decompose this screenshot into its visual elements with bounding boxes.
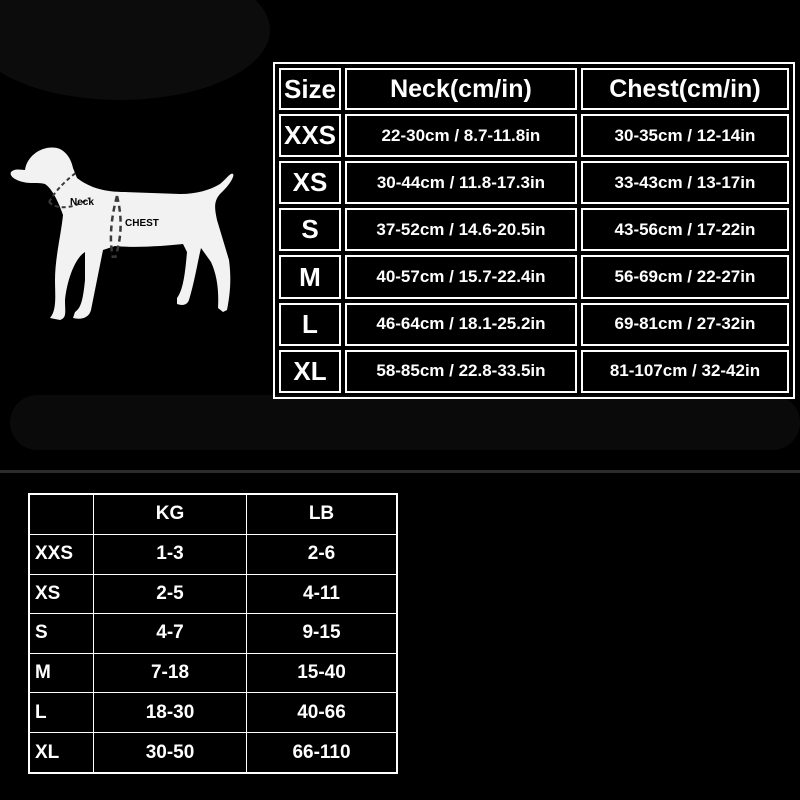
kg-cell: 7-18 bbox=[94, 653, 247, 693]
neck-cell: 37-52cm / 14.6-20.5in bbox=[345, 208, 577, 251]
table-row bbox=[29, 574, 397, 614]
neck-label: Neck bbox=[70, 197, 94, 208]
neck-cell: 30-44cm / 11.8-17.3in bbox=[345, 161, 577, 204]
table-row bbox=[29, 693, 397, 733]
size-cell: M bbox=[29, 653, 94, 693]
chest-header: Chest(cm/in) bbox=[581, 68, 789, 110]
table-row bbox=[279, 255, 789, 298]
background-shadow bbox=[10, 395, 800, 450]
dog-silhouette-icon bbox=[5, 140, 245, 330]
chest-cell: 33-43cm / 13-17in bbox=[581, 161, 789, 204]
size-cell: XS bbox=[279, 161, 341, 204]
chest-cell: 56-69cm / 22-27in bbox=[581, 255, 789, 298]
size-cell: S bbox=[279, 208, 341, 251]
size-cell: S bbox=[29, 614, 94, 654]
size-cell: M bbox=[279, 255, 341, 298]
table-row bbox=[279, 161, 789, 204]
neck-header: Neck(cm/in) bbox=[345, 68, 577, 110]
kg-cell: 2-5 bbox=[94, 574, 247, 614]
table-row bbox=[279, 208, 789, 251]
weight-corner-cell bbox=[29, 494, 94, 534]
size-cell: XL bbox=[29, 733, 94, 773]
size-cell: L bbox=[29, 693, 94, 733]
kg-cell: 18-30 bbox=[94, 693, 247, 733]
table-row bbox=[29, 733, 397, 773]
table-row bbox=[29, 534, 397, 574]
size-cell: L bbox=[279, 303, 341, 346]
table-row bbox=[279, 114, 789, 157]
neck-cell: 40-57cm / 15.7-22.4in bbox=[345, 255, 577, 298]
weight-chart-table bbox=[28, 493, 398, 774]
table-row bbox=[29, 614, 397, 654]
chest-cell: 69-81cm / 27-32in bbox=[581, 303, 789, 346]
size-cell: XXS bbox=[279, 114, 341, 157]
kg-cell: 4-7 bbox=[94, 614, 247, 654]
kg-cell: 1-3 bbox=[94, 534, 247, 574]
size-chart-header-row bbox=[279, 68, 789, 110]
size-header: Size bbox=[279, 68, 341, 110]
chest-label: CHEST bbox=[125, 218, 159, 229]
neck-cell: 58-85cm / 22.8-33.5in bbox=[345, 350, 577, 393]
size-cell: XXS bbox=[29, 534, 94, 574]
section-divider bbox=[0, 470, 800, 473]
chest-cell: 81-107cm / 32-42in bbox=[581, 350, 789, 393]
neck-cell: 46-64cm / 18.1-25.2in bbox=[345, 303, 577, 346]
lb-cell: 40-66 bbox=[247, 693, 398, 733]
table-row bbox=[279, 303, 789, 346]
size-cell: XL bbox=[279, 350, 341, 393]
chest-cell: 43-56cm / 17-22in bbox=[581, 208, 789, 251]
lb-cell: 4-11 bbox=[247, 574, 398, 614]
lb-header: LB bbox=[247, 494, 398, 534]
neck-cell: 22-30cm / 8.7-11.8in bbox=[345, 114, 577, 157]
size-cell: XS bbox=[29, 574, 94, 614]
lb-cell: 2-6 bbox=[247, 534, 398, 574]
kg-header: KG bbox=[94, 494, 247, 534]
chest-cell: 30-35cm / 12-14in bbox=[581, 114, 789, 157]
lb-cell: 15-40 bbox=[247, 653, 398, 693]
table-row bbox=[29, 653, 397, 693]
weight-chart-header-row bbox=[29, 494, 397, 534]
lb-cell: 9-15 bbox=[247, 614, 398, 654]
table-row bbox=[279, 350, 789, 393]
size-chart-table bbox=[273, 62, 795, 399]
kg-cell: 30-50 bbox=[94, 733, 247, 773]
lb-cell: 66-110 bbox=[247, 733, 398, 773]
